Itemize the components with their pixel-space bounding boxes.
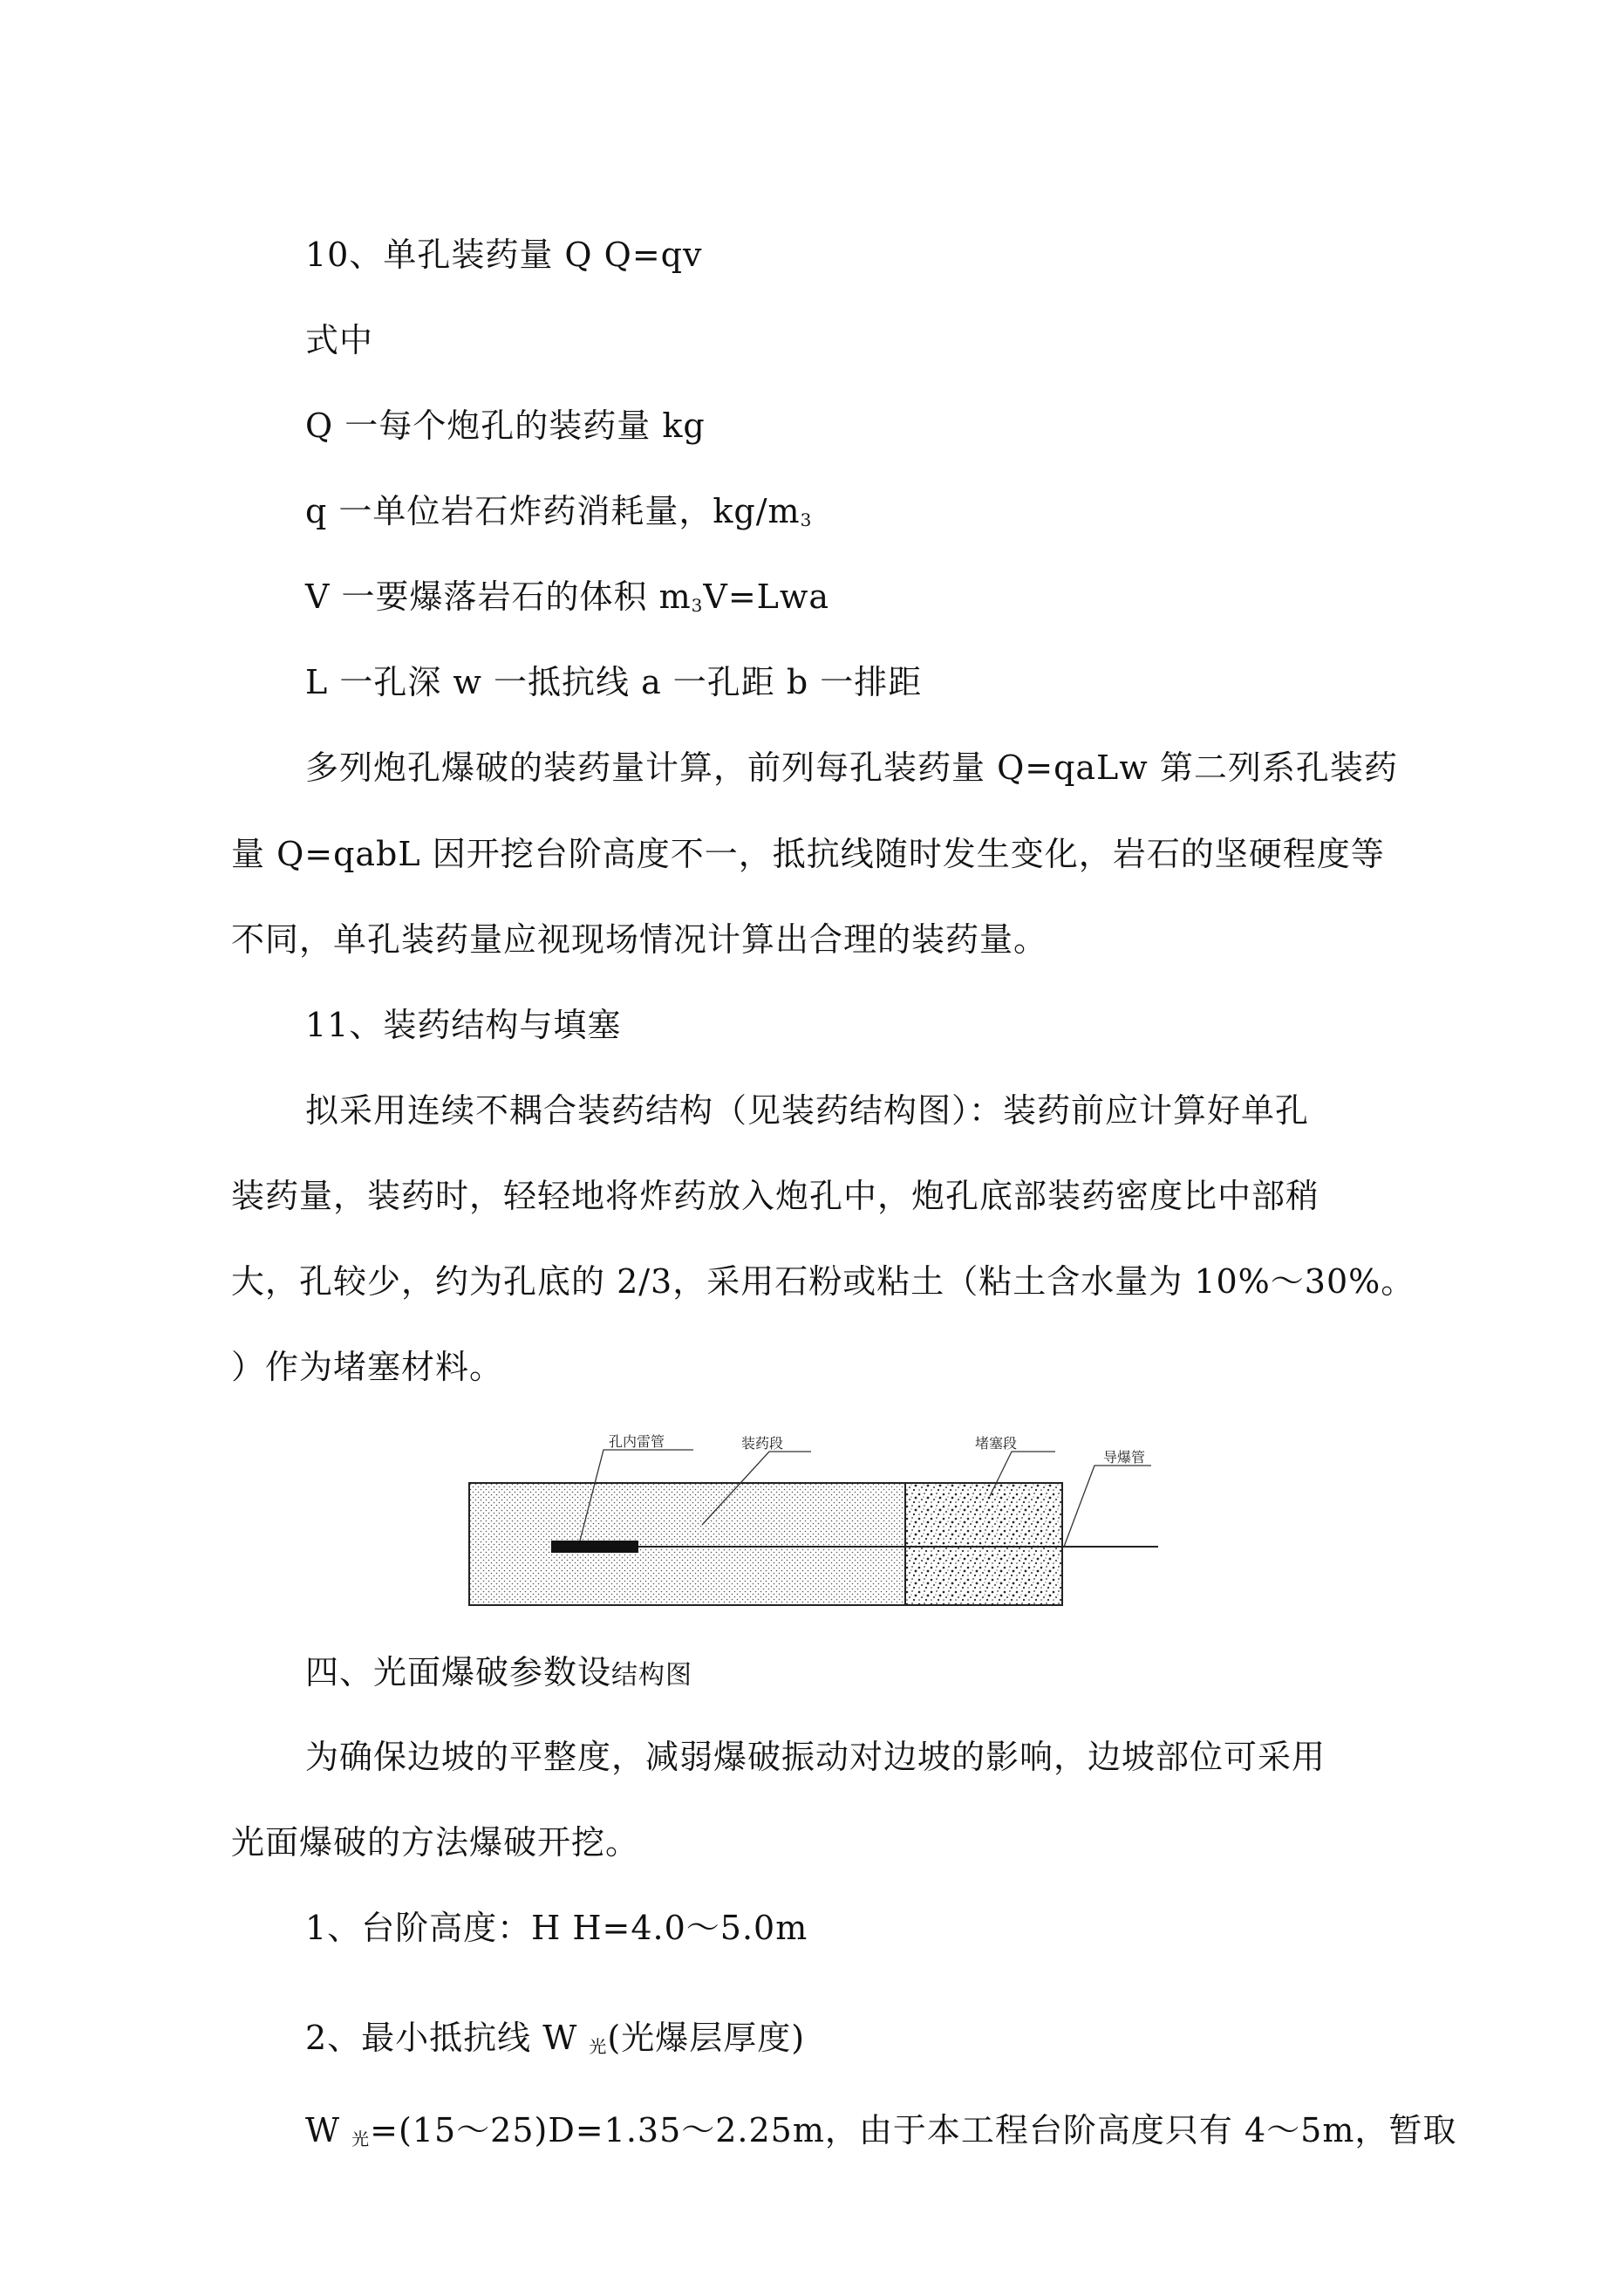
superscript: 3 bbox=[800, 509, 813, 530]
para3-line1 bbox=[305, 1736, 1326, 1778]
text: =(15〜25)D=1.35〜2.25m，由于本工程台阶高度只有 4〜5m，暂取 bbox=[370, 2111, 1457, 2149]
text: 光面爆破的方法爆破开挖。 bbox=[231, 1823, 640, 1862]
text: 不同，单孔装药量应视现场情况计算出合理的装药量。 bbox=[231, 920, 1048, 959]
text: ）作为堵塞材料。 bbox=[231, 1348, 504, 1386]
line-def-V bbox=[305, 576, 829, 626]
line-def-L bbox=[305, 661, 922, 703]
charge-structure-diagram bbox=[453, 1431, 1177, 1614]
detonator bbox=[551, 1541, 638, 1553]
line-single-hole-charge bbox=[305, 234, 702, 276]
text: 为确保边坡的平整度，减弱爆破振动对边坡的影响，边坡部位可采用 bbox=[305, 1738, 1326, 1776]
section-charge-structure bbox=[305, 1004, 621, 1046]
label-charge: 装药段 bbox=[741, 1435, 784, 1452]
line-def-q bbox=[305, 490, 812, 541]
text: 拟采用连续不耦合装药结构（见装药结构图）：装药前应计算好单孔 bbox=[305, 1091, 1310, 1130]
stemming-section bbox=[905, 1483, 1062, 1605]
text: 装药量，装药时，轻轻地将炸药放入炮孔中，炮孔底部装药密度比中部稍 bbox=[231, 1177, 1320, 1215]
label-stemming: 堵塞段 bbox=[975, 1435, 1018, 1452]
text: 多列炮孔爆破的装药量计算，前列每孔装药量 Q=qaLw 第二列系孔装药 bbox=[305, 748, 1398, 787]
text: 10、单孔装药量 Q Q=qv bbox=[305, 236, 703, 274]
text: 1、台阶高度：H H=4.0〜5.0m bbox=[305, 1909, 808, 1947]
para1-line2 bbox=[231, 833, 1385, 875]
text: 2、最小抵抗线 W bbox=[305, 2019, 590, 2057]
text: 式中 bbox=[305, 321, 374, 359]
text: 四、光面爆破参数设 bbox=[305, 1653, 612, 1691]
text: 11、装药结构与填塞 bbox=[305, 1006, 622, 1044]
text: V 一要爆落岩石的体积 m bbox=[305, 577, 692, 616]
line-min-burden bbox=[305, 2017, 805, 2067]
subscript: 光 bbox=[351, 2129, 371, 2149]
charge-section bbox=[469, 1483, 905, 1605]
line-def-Q bbox=[305, 405, 706, 447]
label-tube: 导爆管 bbox=[1103, 1449, 1146, 1466]
text: (光爆层厚度) bbox=[607, 2019, 806, 2057]
leader-tube bbox=[1064, 1466, 1151, 1547]
text: V=Lwa bbox=[703, 577, 830, 616]
text: q 一单位岩石炸药消耗量，kg/m bbox=[305, 492, 801, 530]
text: 量 Q=qabL 因开挖台阶高度不一，抵抗线随时发生变化，岩石的坚硬程度等 bbox=[231, 835, 1385, 873]
text: 大，孔较少，约为孔底的 2/3，采用石粉或粘土（粘土含水量为 10%〜30%。 bbox=[231, 1262, 1415, 1301]
para1-line1 bbox=[305, 747, 1398, 789]
para2-line4 bbox=[231, 1346, 503, 1388]
line-where bbox=[305, 319, 373, 361]
superscript: 3 bbox=[691, 595, 704, 616]
para2-line2 bbox=[231, 1175, 1320, 1217]
text: L 一孔深 w 一抵抗线 a 一孔距 b 一排距 bbox=[305, 663, 923, 701]
para2-line3 bbox=[231, 1261, 1415, 1302]
line-bench-height bbox=[305, 1907, 808, 1949]
label-detonator: 孔内雷管 bbox=[609, 1433, 665, 1450]
subscript: 光 bbox=[589, 2036, 608, 2057]
para2-line1 bbox=[305, 1090, 1309, 1131]
section-smooth-blasting bbox=[305, 1651, 692, 1697]
text: W bbox=[305, 2111, 352, 2149]
line-burden-formula bbox=[305, 2109, 1456, 2160]
text-small: 结构图 bbox=[611, 1660, 693, 1691]
text: Q 一每个炮孔的装药量 kg bbox=[305, 407, 706, 445]
para1-line3 bbox=[231, 919, 1047, 960]
para3-line2 bbox=[231, 1821, 639, 1863]
